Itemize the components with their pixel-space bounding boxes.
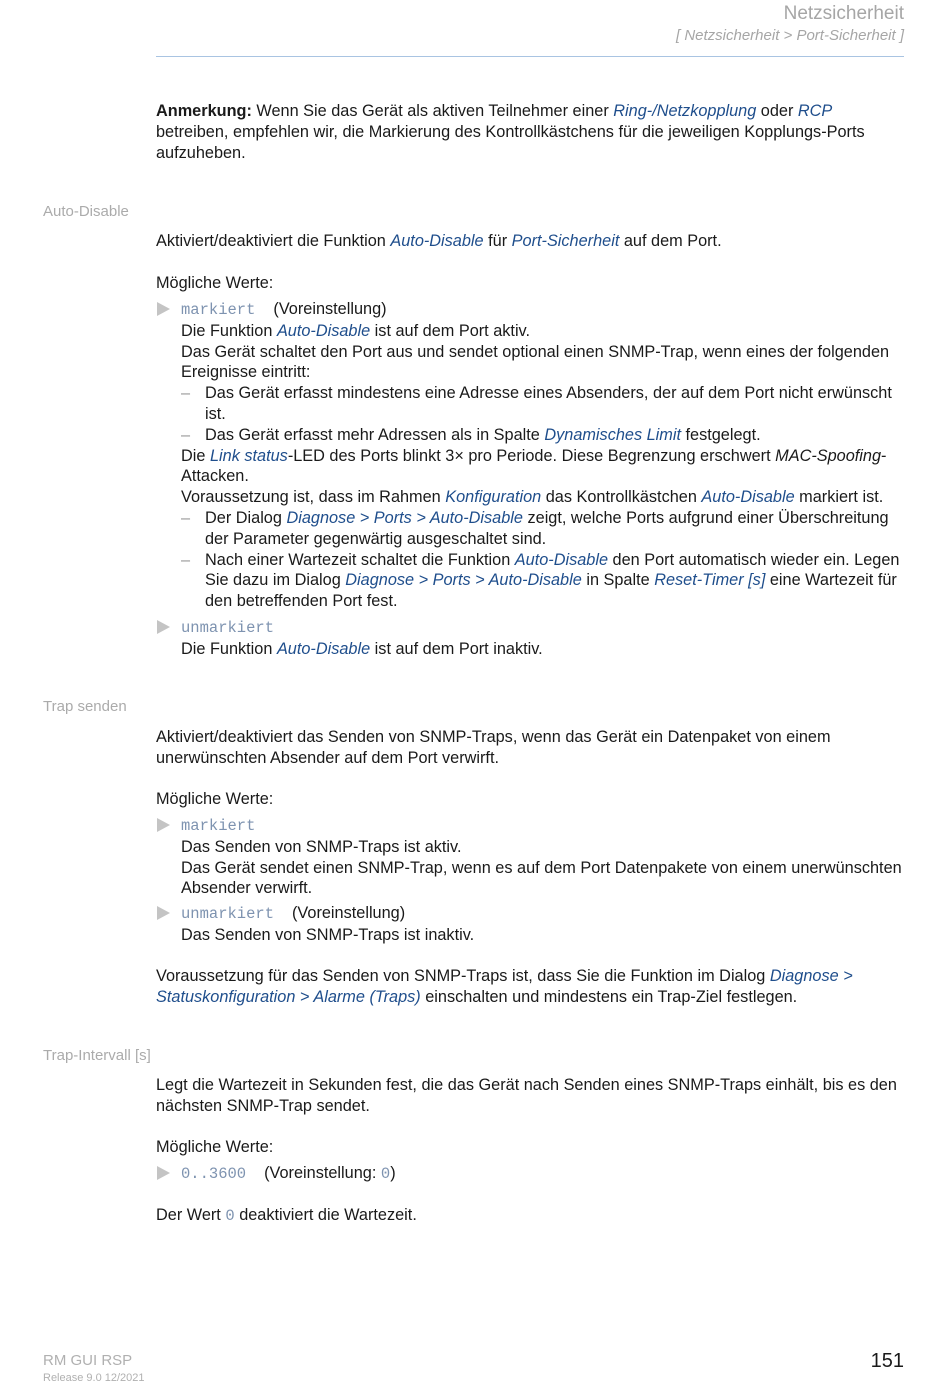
link-auto-disable[interactable]: Auto-Disable xyxy=(276,321,371,340)
text: für xyxy=(483,232,512,250)
option-unmarkiert xyxy=(156,903,908,946)
option-unmarkiert xyxy=(156,617,908,660)
link-auto-disable[interactable]: Auto-Disable xyxy=(390,232,484,250)
link-reset-timer[interactable]: Reset-Timer [s] xyxy=(654,571,766,590)
dash-bullet: – xyxy=(181,384,191,403)
text: das Kontrollkästchen xyxy=(541,488,702,507)
values-heading: Mögliche Werte: xyxy=(156,274,274,292)
text: Das Senden von SNMP-Traps ist aktiv. xyxy=(181,837,462,856)
dash-bullet: – xyxy=(181,425,191,444)
dash-item xyxy=(181,508,908,550)
link-rcp[interactable]: RCP xyxy=(797,102,833,120)
value-code: 0 xyxy=(225,1207,235,1225)
link-ring-netzkopplung[interactable]: Ring-/Netzkopplung xyxy=(613,102,757,120)
section-description: Legt die Wartezeit in Sekunden fest, die das Gerät nach Senden eines SNMP-Traps einhält, bis es den nächsten SNMP-Trap sendet. xyxy=(156,1076,897,1115)
text: Voraussetzung für das Senden von SNMP-Traps ist, dass Sie die Funktion im Dialog xyxy=(156,967,770,985)
link-link-status[interactable]: Link status xyxy=(209,446,288,465)
text: Die Funktion xyxy=(181,321,277,340)
link-alarme-traps[interactable]: Alarme (Traps) xyxy=(313,987,421,1006)
section-auto-disable xyxy=(156,231,908,252)
option-markiert xyxy=(156,299,908,612)
bullet-triangle-icon xyxy=(157,818,170,832)
text: markiert ist. xyxy=(794,488,884,507)
value-code: markiert xyxy=(181,301,256,319)
text: Das Gerät sendet einen SNMP-Trap, wenn es auf dem Port Datenpakete von einem unerwünschten Absender verwirft. xyxy=(181,858,902,898)
list-item xyxy=(156,815,908,899)
text: Das Gerät erfasst mindestens eine Adresse eines Absenders, der auf dem Port nicht erwünscht ist. xyxy=(205,384,892,423)
section-description xyxy=(156,231,908,252)
side-label-trap-senden: Trap senden xyxy=(43,698,127,715)
note-text: oder xyxy=(756,102,798,120)
note-text: betreiben, empfehlen wir, die Markierung des Kontrollkästchens für die jeweiligen Kopplungs-Ports aufzuheben. xyxy=(156,122,865,162)
value-code: unmarkiert xyxy=(181,619,275,637)
values-heading: Mögliche Werte: xyxy=(156,790,274,808)
text: Der Dialog xyxy=(205,508,287,527)
text: ) xyxy=(390,1164,396,1182)
link-auto-disable[interactable]: Auto-Disable xyxy=(276,639,371,658)
text: deaktiviert die Wartezeit. xyxy=(234,1206,417,1224)
dash-item xyxy=(181,425,908,446)
link-konfiguration[interactable]: Konfiguration xyxy=(445,488,542,507)
text: Nach einer Wartezeit schaltet die Funktion xyxy=(205,550,515,569)
note-label: Anmerkung: xyxy=(156,102,252,120)
text: in Spalte xyxy=(581,571,655,590)
bullet-triangle-icon xyxy=(157,906,170,920)
dash-item xyxy=(181,383,908,425)
text: ist auf dem Port aktiv. xyxy=(370,321,531,340)
bullet-triangle-icon xyxy=(157,302,170,316)
section-description: Aktiviert/deaktiviert das Senden von SNMP-Traps, wenn das Gerät ein Datenpaket von einem unerwünschten Absender auf dem Port verwirft. xyxy=(156,728,831,767)
text: zeigt, welche Ports aufgrund einer Überschreitung der Parameter gegenwärtig ausgeschaltet sind. xyxy=(205,508,889,548)
text-italic: MAC-Spoofing xyxy=(775,446,882,465)
option-range xyxy=(156,1163,908,1185)
list-item xyxy=(156,299,908,612)
footer-doc-title: RM GUI RSP xyxy=(43,1352,133,1369)
link-diagnose-ports-auto-disable[interactable]: Diagnose > Ports > Auto-Disable xyxy=(345,571,582,590)
note-paragraph xyxy=(156,1205,908,1227)
text: Die Funktion xyxy=(181,639,277,658)
dash-item xyxy=(181,550,908,612)
value-code: unmarkiert xyxy=(181,905,275,923)
header-title: Netzsicherheit xyxy=(783,3,904,24)
note-paragraph xyxy=(156,101,908,163)
text: -LED des Ports blinkt 3× pro Periode. Diese Begrenzung erschwert xyxy=(287,446,776,465)
text: einschalten und mindestens ein Trap-Ziel festlegen. xyxy=(420,987,798,1006)
bullet-triangle-icon xyxy=(157,1166,170,1180)
text: Das Senden von SNMP-Traps ist inaktiv. xyxy=(181,925,475,944)
value-code: 0 xyxy=(380,1165,391,1183)
side-label-trap-intervall: Trap-Intervall [s] xyxy=(43,1047,151,1064)
header-divider xyxy=(156,56,904,57)
list-item xyxy=(156,903,908,946)
default-note: (Voreinstellung) xyxy=(273,300,387,318)
value-code: 0..3600 xyxy=(181,1165,247,1183)
text: Der Wert xyxy=(156,1206,226,1224)
values-heading: Mögliche Werte: xyxy=(156,1138,274,1156)
prerequisite-paragraph xyxy=(156,966,908,1008)
link-dynamisches-limit[interactable]: Dynamisches Limit xyxy=(544,425,681,444)
text: auf dem Port. xyxy=(619,232,722,250)
text: ist auf dem Port inaktiv. xyxy=(370,639,543,658)
note-text: Wenn Sie das Gerät als aktiven Teilnehmer einer xyxy=(251,102,614,120)
text: festgelegt. xyxy=(680,425,761,444)
text: Die xyxy=(181,446,210,465)
text: -Attacken. xyxy=(181,446,887,486)
default-note: (Voreinstellung) xyxy=(292,904,406,922)
breadcrumb: [ Netzsicherheit > Port-Sicherheit ] xyxy=(675,27,904,44)
text: Voraussetzung ist, dass im Rahmen xyxy=(181,488,446,507)
link-port-sicherheit[interactable]: Port-Sicherheit xyxy=(511,232,620,250)
list-item xyxy=(156,1163,908,1185)
bullet-triangle-icon xyxy=(157,620,170,634)
text: Aktiviert/deaktiviert die Funktion xyxy=(156,232,391,250)
text: eine Wartezeit für den betreffenden Port fest. xyxy=(205,571,897,611)
link-text: Diagnose > Statuskonfiguration > xyxy=(156,967,853,1006)
text: (Voreinstellung: xyxy=(264,1164,381,1182)
link-diagnose-ports-auto-disable[interactable]: Diagnose > Ports > Auto-Disable xyxy=(286,508,523,527)
text: den Port automatisch wieder ein. Legen Sie dazu im Dialog xyxy=(205,550,900,590)
page-number: 151 xyxy=(870,1350,904,1372)
dash-bullet: – xyxy=(181,508,191,527)
footer-release: Release 9.0 12/2021 xyxy=(43,1372,145,1384)
text: Das Gerät erfasst mehr Adressen als in Spalte xyxy=(205,425,545,444)
option-markiert xyxy=(156,815,908,899)
dash-bullet: – xyxy=(181,550,191,569)
side-label-auto-disable: Auto-Disable xyxy=(43,203,129,220)
text: Das Gerät schaltet den Port aus und sendet optional einen SNMP-Trap, wenn eines der folgenden Ereignisse eintritt: xyxy=(181,342,890,382)
value-code: markiert xyxy=(181,817,256,835)
list-item xyxy=(156,617,908,660)
link-auto-disable[interactable]: Auto-Disable xyxy=(514,550,609,569)
link-auto-disable[interactable]: Auto-Disable xyxy=(701,488,795,507)
